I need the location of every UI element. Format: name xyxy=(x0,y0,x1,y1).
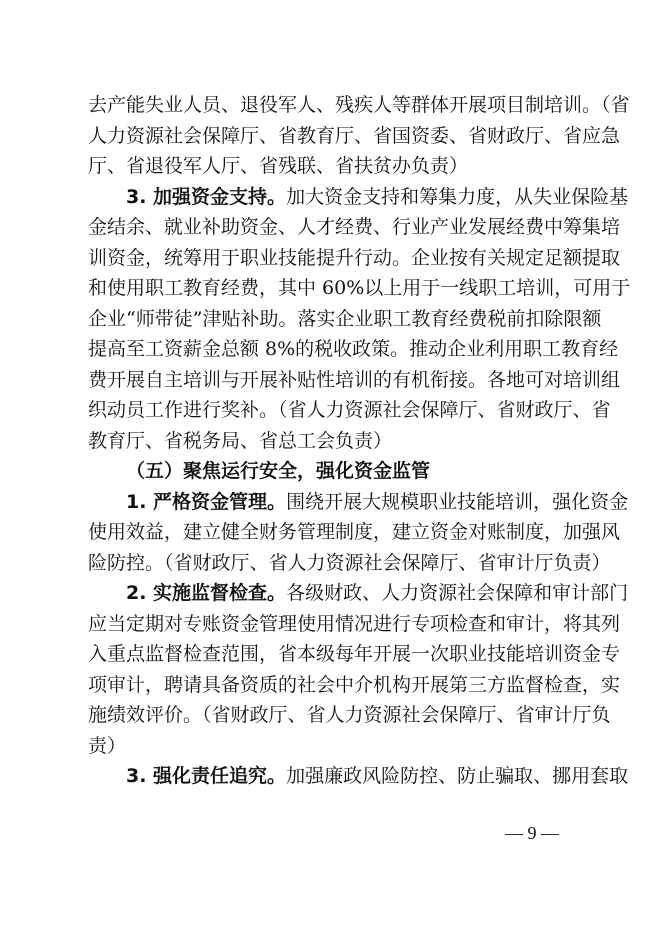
text-line: 人力资源社会保障厅、省教育厅、省国资委、省财政厅、省应急 xyxy=(88,124,621,147)
text-line: 金结余、就业补助资金、人才经费、行业产业发展经费中筹集培 xyxy=(88,216,621,238)
text-line: 责） xyxy=(88,734,127,757)
item-text: 加大资金支持和筹集力度，从失业保险基 xyxy=(286,185,629,208)
text-line: 应当定期对专账资金管理使用情况进行专项检查和审计，将其列 xyxy=(88,612,621,635)
text-line: 施绩效评价。（省财政厅、省人力资源社会保障厅、省审计厅负 xyxy=(88,704,611,726)
heading-text: （五）聚焦运行安全，强化资金监管 xyxy=(126,460,431,482)
text-line: 教育厅、省税务局、省总工会负责） xyxy=(88,429,393,452)
item-text: 加强廉政风险防控、防止骗取、挪用套取 xyxy=(286,765,629,787)
paragraph xyxy=(88,761,629,792)
text-line: 和使用职工教育经费，其中 60%以上用于一线职工培训，可用于 xyxy=(88,277,631,299)
item-text: 各级财政、人力资源社会保障和审计部门 xyxy=(286,582,629,604)
item-lead: 1. 严格资金管理。 xyxy=(126,490,287,513)
body-text xyxy=(88,90,631,792)
paragraph xyxy=(88,90,630,182)
paragraph xyxy=(88,182,631,457)
text-line: 费开展自主培训与开展补贴性培训的有机衔接。各地可对培训组 xyxy=(88,368,621,391)
paragraph xyxy=(88,487,629,579)
text-line: 厅、省退役军人厅、省残联、省扶贫办负责） xyxy=(88,155,469,177)
text-line xyxy=(88,182,629,213)
section-heading xyxy=(88,456,588,487)
text-line: 项审计，聘请具备资质的社会中介机构开展第三方监督检查，实 xyxy=(88,673,621,696)
text-line: 入重点监督检查范围，省本级每年开展一次职业技能培训资金专 xyxy=(88,643,621,665)
text-line: 企业“师带徒”津贴补助。落实企业职工教育经费税前扣除限额 xyxy=(88,307,602,330)
item-lead: 3. 强化责任追究。 xyxy=(126,765,287,787)
text-line: 织动员工作进行奖补。（省人力资源社会保障厅、省财政厅、省 xyxy=(88,399,611,421)
paragraph xyxy=(88,578,629,761)
text-line: 提高至工资薪金总额 8%的税收政策。推动企业利用职工教育经 xyxy=(88,338,619,360)
text-line: 去产能失业人员、退役军人、残疾人等群体开展项目制培训。（省 xyxy=(88,94,630,116)
text-line xyxy=(88,487,629,518)
text-line: 使用效益，建立健全财务管理制度，建立资金对账制度，加强风 xyxy=(88,521,621,543)
text-line: 险防控。（省财政厅、省人力资源社会保障厅、省审计厅负责） xyxy=(88,551,611,574)
item-text: 围绕开展大规模职业技能培训，强化资金 xyxy=(286,490,629,513)
page-number: — 9 — xyxy=(505,823,559,843)
text-line xyxy=(88,578,629,609)
text-line xyxy=(88,761,629,792)
item-lead: 3. 加强资金支持。 xyxy=(126,185,287,208)
item-lead: 2. 实施监督检查。 xyxy=(126,582,287,604)
text-line: 训资金，统筹用于职业技能提升行动。企业按有关规定足额提取 xyxy=(88,246,621,269)
